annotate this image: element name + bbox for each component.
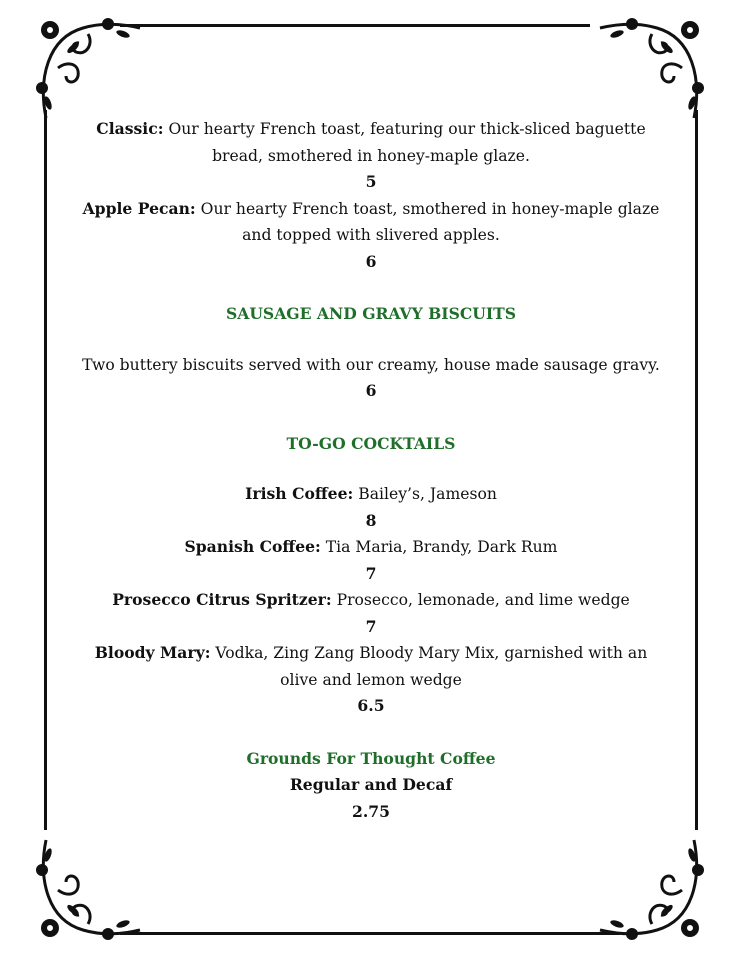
item-price: 7 <box>365 616 377 636</box>
item-description: Vodka, Zing Zang Bloody Mary Mix, garnished with an olive and lemon wedge <box>215 644 648 689</box>
menu-item-apple-pecan <box>70 196 672 249</box>
menu-item-bloody-mary <box>70 640 672 693</box>
menu-item-irish-coffee <box>70 481 672 508</box>
floral-vine-icon <box>592 8 712 128</box>
menu-item-classic <box>70 116 672 169</box>
frame-left-line <box>44 110 47 830</box>
item-name: Apple Pecan: <box>82 198 196 218</box>
item-price: 5 <box>365 172 377 191</box>
menu-item-spanish-coffee <box>70 534 672 561</box>
item-price: 6 <box>365 251 377 271</box>
item-name: Irish Coffee: <box>245 484 354 503</box>
frame-top-line <box>120 24 590 27</box>
item-description: Our hearty French toast, smothered in honey-maple glaze and topped with slivered apples. <box>200 199 660 244</box>
item-name: Spanish Coffee: <box>184 537 321 556</box>
item-price: 8 <box>365 510 377 530</box>
menu-content <box>70 116 672 825</box>
item-name: Bloody Mary: <box>94 643 211 662</box>
section-heading-cocktails: TO-GO COCKTAILS <box>286 433 456 453</box>
floral-vine-icon <box>592 830 712 950</box>
coffee-subheading: Regular and Decaf <box>289 775 453 794</box>
menu-item-biscuits: Two buttery biscuits served with our creamy, house made sausage gravy. <box>82 355 660 374</box>
section-heading-biscuits: SAUSAGE AND GRAVY BISCUITS <box>225 304 517 323</box>
item-description: Bailey’s, Jameson <box>358 485 497 503</box>
item-price: 2.75 <box>352 801 390 821</box>
item-price: 6.5 <box>357 696 385 715</box>
floral-vine-icon <box>28 830 148 950</box>
frame-right-line <box>695 110 698 830</box>
item-description: Tia Maria, Brandy, Dark Rum <box>325 538 558 556</box>
item-description: Our hearty French toast, featuring our thick-sliced baguette bread, smothered in honey-maple glaze. <box>168 120 646 165</box>
floral-vine-icon <box>28 8 148 128</box>
item-price: 7 <box>365 563 377 583</box>
section-heading-coffee: Grounds For Thought Coffee <box>246 748 496 768</box>
menu-item-prosecco-spritzer <box>70 587 672 614</box>
item-name: Prosecco Citrus Spritzer: <box>112 590 332 609</box>
item-description: Prosecco, lemonade, and lime wedge <box>336 591 630 609</box>
frame-bottom-line <box>120 932 620 935</box>
item-name: Classic: <box>96 119 164 138</box>
item-price: 6 <box>365 381 377 400</box>
